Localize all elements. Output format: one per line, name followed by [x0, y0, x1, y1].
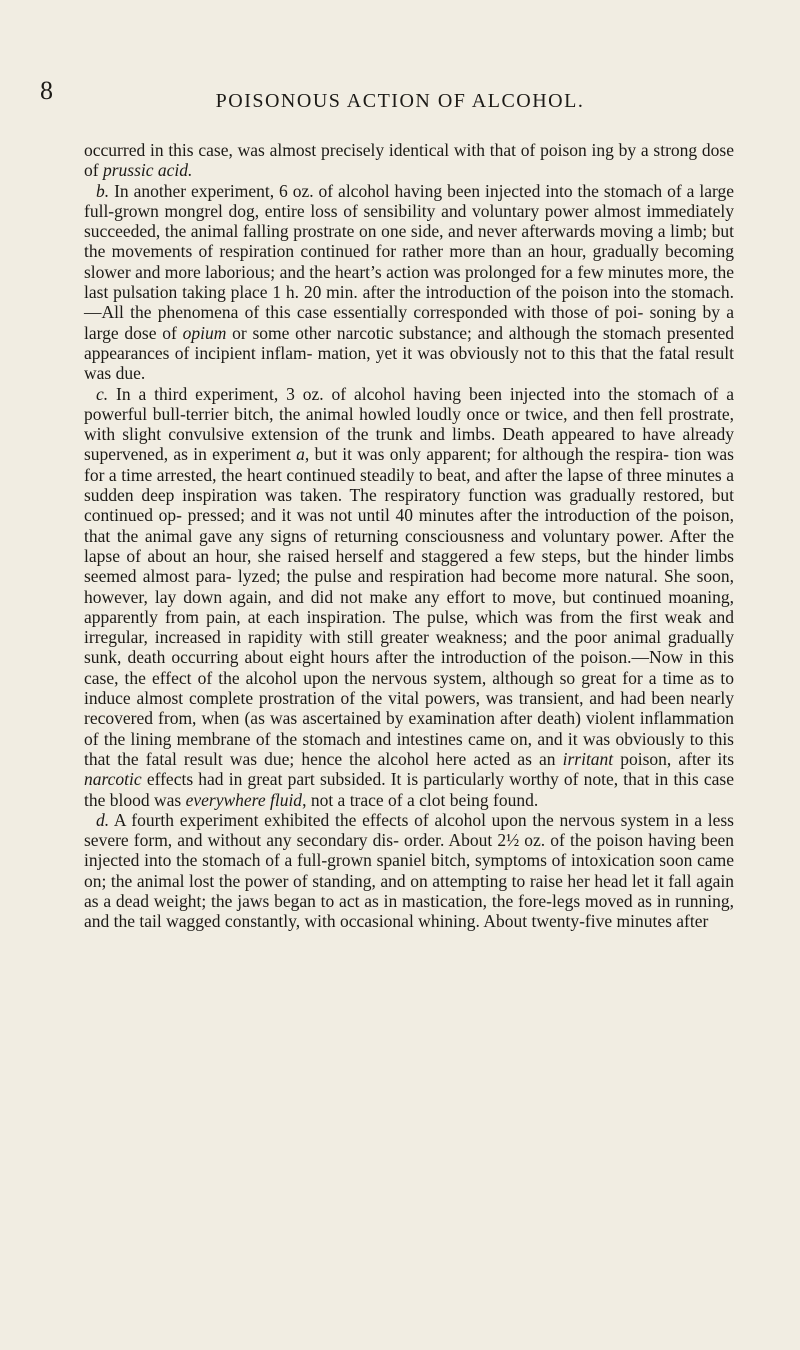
paragraph-experiment-d	[84, 810, 734, 932]
text-run: A fourth experiment exhibited the effects of alcohol upon the nervous system in a less severe form, and without any secondary dis- order. About 2½ oz. of the poison having been injected into the stomach of a full-grown spaniel bitch, symptoms of intoxication soon came on; the animal lost the power of standing, and on attempting to raise her head let it fall again as a dead weight; the jaws began to act as in mastication, the fore-legs moved as in running, and the tail wagged constantly, with occasional whining. About twenty-five minutes after	[84, 809, 734, 932]
body-text	[84, 140, 734, 932]
emphasis-text: irritant	[562, 748, 614, 769]
emphasis-text: opium	[182, 322, 227, 343]
page-number: 8	[40, 76, 53, 105]
emphasis-text: a	[296, 444, 305, 465]
paragraph-experiment-c	[84, 384, 734, 810]
text-run: effects had in great part subsided. It is particularly worthy of note, that in this case the blood was	[84, 769, 734, 810]
paragraph-a-conclusion	[84, 140, 734, 181]
text-run: poison, after its	[613, 748, 734, 769]
emphasis-text: narcotic	[84, 769, 142, 790]
experiment-label: c.	[96, 383, 109, 404]
text-run: or some other narcotic substance; and although the stomach presented appearances of incipient inflam- mation, yet it was obviously not to this that the fatal result was due.	[84, 322, 734, 384]
text-run: In a third experiment, 3 oz. of alcohol having been injected into the stomach of a powerful bull-terrier bitch, the animal howled loudly once or twice, and then fell prostrate, with slight convulsive extension of the trunk and limbs. Death appeared to have already supervened, as in experiment	[84, 383, 734, 465]
experiment-label: d.	[96, 809, 110, 830]
text-run: , but it was only apparent; for although the respira- tion was for a time arrested, the heart continued steadily to beat, and after the lapse of three minutes a sudden deep inspiration was taken. The respiratory function was gradually restored, but continued op- pressed; and it was not until 40 minutes after the introduction of the poison, that the animal gave any signs of returning consciousness and voluntary power. After the lapse of about an hour, she raised herself and staggered a few steps, but the hinder limbs seemed almost para- lyzed; the pulse and respiration had become more natural. She soon, however, lay down again, and did not make any effort to move, but continued moaning, apparently from pain, at each inspiration. The pulse, which was from the first weak and irregular, increased in rapidity with still greater weakness; and the poor animal gradually sunk, death occurring about eight hours after the introduction of the poison.—Now in this case, the effect of the alcohol upon the nervous system, although so great for a time as to induce almost complete prostration of the vital powers, was transient, and had been nearly recovered from, when (as was ascertained by examination after death) violent inflammation of the lining membrane of the stomach and intestines came on, and it was obviously to this that the fatal result was due; hence the alcohol here acted as an	[84, 444, 734, 769]
experiment-label: b.	[96, 180, 110, 201]
running-title: POISONOUS ACTION OF ALCOHOL.	[215, 90, 585, 112]
text-run: occurred in this case, was almost precisely identical with that of poison ing by a strong dose of	[84, 140, 734, 181]
text-run: , not a trace of a clot being found.	[302, 789, 539, 810]
emphasis-text: everywhere fluid	[185, 789, 303, 810]
emphasis-text: prussic acid.	[102, 160, 193, 181]
paragraph-experiment-b	[84, 181, 734, 384]
text-run: In another experiment, 6 oz. of alcohol having been injected into the stomach of a large full-grown mongrel dog, entire loss of sensibility and voluntary power almost immediately succeeded, the animal falling prostrate on one side, and never afterwards moving a limb; but the movements of respiration continued for rather more than an hour, gradually becoming slower and more laborious; and the heart’s action was prolonged for a few minutes more, the last pulsation taking place 1 h. 20 min. after the introduction of the poison into the stomach.—All the phenomena of this case essentially corresponded with those of poi- soning by a large dose of	[84, 180, 734, 343]
